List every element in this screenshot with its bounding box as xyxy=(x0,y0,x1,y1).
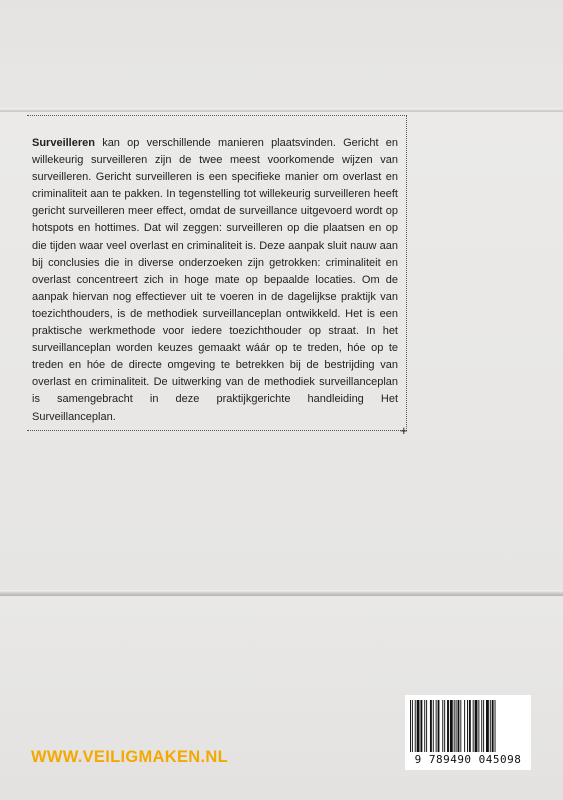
plus-icon: + xyxy=(400,423,408,438)
website-link[interactable]: WWW.VEILIGMAKEN.NL xyxy=(31,748,228,766)
description-body: kan op verschillende manieren plaatsvinden. Gericht en willekeurig surveilleren zijn de twee meest voorkomende wijzen van surveilleren. Gericht surveilleren is een specifieke manier om overlast en criminaliteit aan te pakken. In tegenstelling tot willekeurig surveilleren heeft gericht surveilleren meer effect, omdat de surveillance uitgevoerd wordt op hotspots en hottimes. Dat wil zeggen: surveilleren op die plaatsen en op die tijden waar veel overlast en criminaliteit is. Deze aanpak sluit nauw aan bij conclusies die in diverse onderzoeken zijn getrokken: criminaliteit en overlast concentreert zich in hoge mate op bepaalde locaties. Om de aanpak hiervan nog effectiever uit te voeren in de dagelijkse praktijk van toezichthouders, is de methodiek surveillanceplan ontwikkeld. Het is een praktische werkmethode voor iedere toezichthouder op straat. In het surveillanceplan worden keuzes gemaakt wáár op te treden, hóe op te treden en hóe de directe omgeving te betrekken bij de bestrijding van overlast en criminaliteit. De uitwerking van de methodiek surveillanceplan is samengebracht in deze praktijkgerichte handleiding Het Surveillanceplan. xyxy=(32,137,398,423)
back-cover-description xyxy=(32,135,398,426)
description-lead: Surveilleren xyxy=(32,137,95,149)
isbn-number: 9 789490 045098 xyxy=(414,753,522,766)
cover-panel-top xyxy=(0,0,563,112)
barcode xyxy=(405,695,531,770)
barcode-bars xyxy=(410,700,526,752)
panel-seam xyxy=(0,590,563,596)
